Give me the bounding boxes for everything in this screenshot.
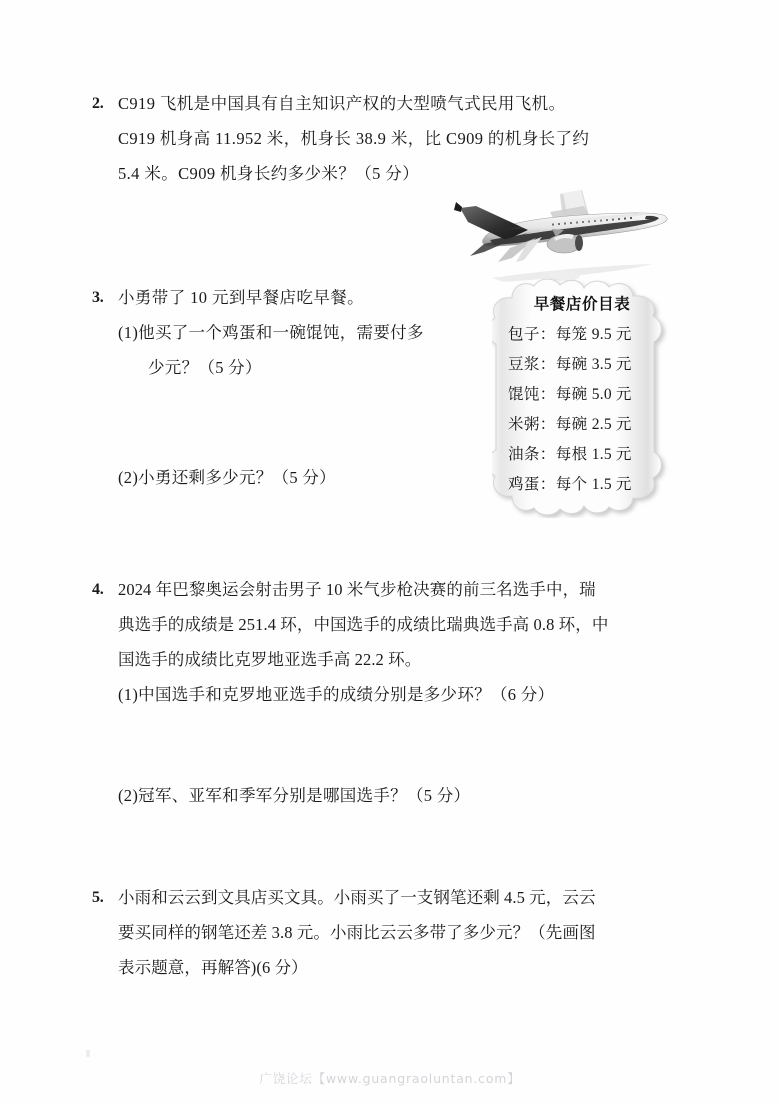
problem-3-first-line [92,280,492,315]
problem-4-sub-1: (1)中国选手和克罗地亚选手的成绩分别是多少环？（6 分） [118,685,555,704]
problem-4-number: 4. [92,581,104,598]
price-list-title: 早餐店价目表 [533,295,631,313]
problem-5 [92,880,692,985]
price-item-label: 包子：每笼 [508,326,588,343]
price-item-value: 9.5 元 [591,326,632,343]
price-row [502,380,632,410]
price-item-label: 馄饨：每碗 [508,386,588,403]
price-item-label: 鸡蛋：每个 [508,476,588,493]
price-item-label: 米粥：每碗 [508,416,588,433]
problem-3 [92,280,492,385]
problem-4-text-line-3: 国选手的成绩比克罗地亚选手高 22.2 环。 [118,650,422,669]
problem-2-text-line-1: C919 飞机是中国具有自主知识产权的大型喷气式民用飞机。 [118,94,566,113]
price-item-label: 豆浆：每碗 [508,356,588,373]
problem-4-first-line [92,572,692,607]
problem-3-sub-2: (2)小勇还剩多少元？（5 分） [118,468,336,487]
problem-3-sub-2-wrap [92,460,492,495]
problem-5-text-line-3: 表示题意，再解答)(6 分） [118,958,308,977]
problem-2 [92,86,692,191]
scan-artifact [86,1050,90,1057]
price-item-label: 油条：每根 [508,446,588,463]
price-row [502,350,632,380]
breakfast-price-list [492,276,672,518]
watermark: 广饶论坛【www.guangraoluntan.com】 [259,1071,521,1086]
problem-3-text-line-1: 小勇带了 10 元到早餐店吃早餐。 [118,288,365,307]
problem-5-text-line-2: 要买同样的钢笔还差 3.8 元。小雨比云云多带了多少元？（先画图 [118,923,596,942]
price-row [502,470,632,500]
problem-4-sub-2: (2)冠军、亚军和季军分别是哪国选手？（5 分） [118,786,471,805]
price-item-value: 2.5 元 [591,416,632,433]
price-item-value: 1.5 元 [591,476,632,493]
problem-2-first-line [92,86,692,121]
problem-5-text-line-1: 小雨和云云到文具店买文具。小雨买了一支钢笔还剩 4.5 元，云云 [118,888,596,907]
price-list-content [502,292,662,506]
problem-3-sub-1: (1)他买了一个鸡蛋和一碗馄饨，需要付多 [118,323,424,342]
problem-5-first-line [92,880,692,915]
price-item-value: 5.0 元 [591,386,632,403]
problem-3-sub-1-cont: 少元？（5 分） [148,358,262,377]
problem-2-number: 2. [92,95,104,112]
price-item-value: 3.5 元 [591,356,632,373]
problem-4-text-line-2: 典选手的成绩是 251.4 环，中国选手的成绩比瑞典选手高 0.8 环，中 [118,615,609,634]
problem-2-text-line-3: 5.4 米。C909 机身长约多少米？（5 分） [118,164,420,183]
price-item-value: 1.5 元 [591,446,632,463]
problem-4 [92,572,692,712]
problem-4-sub-2-wrap [92,778,692,813]
price-row [502,320,632,350]
problem-4-text-line-1: 2024 年巴黎奥运会射击男子 10 米气步枪决赛的前三名选手中，瑞 [118,580,596,599]
problem-2-text-line-2: C919 机身高 11.952 米，机身长 38.9 米，比 C909 的机身长了约 [118,129,590,148]
price-row [502,440,632,470]
problem-5-number: 5. [92,889,104,906]
airplane-photo [432,182,692,287]
problem-3-number: 3. [92,289,104,306]
price-row [502,410,632,440]
